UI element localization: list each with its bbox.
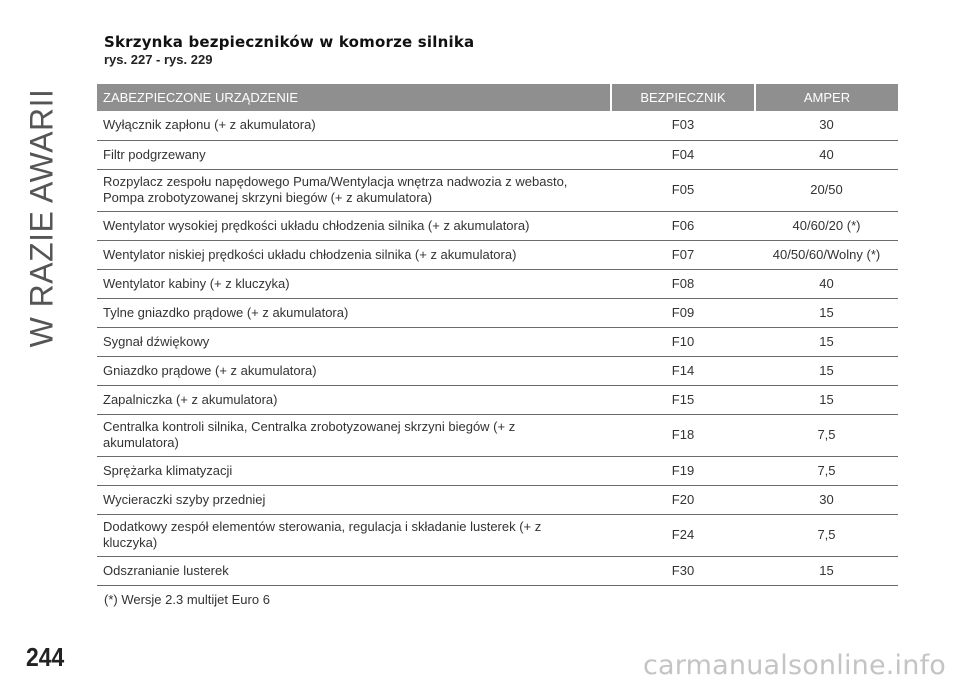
section-heading: Skrzynka bezpieczników w komorze silnika	[104, 33, 475, 51]
row-fuse: F20	[611, 485, 755, 514]
table-row	[97, 140, 898, 169]
header-amp: AMPER	[755, 84, 898, 111]
row-amp: 40	[755, 140, 898, 169]
row-amp: 15	[755, 298, 898, 327]
row-device: Sprężarka klimatyzacji	[97, 456, 611, 485]
row-device-line: akumulatora)	[103, 435, 179, 450]
table-row	[97, 269, 898, 298]
table-row	[97, 298, 898, 327]
row-device: Odszranianie lusterek	[97, 556, 611, 585]
row-amp: 20/50	[755, 169, 898, 211]
row-amp: 15	[755, 356, 898, 385]
row-fuse: F09	[611, 298, 755, 327]
row-fuse: F04	[611, 140, 755, 169]
table-row	[97, 327, 898, 356]
table-row	[97, 169, 898, 211]
row-fuse: F14	[611, 356, 755, 385]
section-side-label: W RAZIE AWARII	[23, 88, 60, 348]
row-device-line: Rozpylacz zespołu napędowego Puma/Wentylacja wnętrza nadwozia z webasto,	[103, 174, 568, 189]
row-amp: 7,5	[755, 414, 898, 456]
row-device: Wycieraczki szyby przedniej	[97, 485, 611, 514]
table-row	[97, 514, 898, 556]
row-fuse: F15	[611, 385, 755, 414]
row-amp: 30	[755, 485, 898, 514]
row-fuse: F06	[611, 211, 755, 240]
row-device: Gniazdko prądowe (+ z akumulatora)	[97, 356, 611, 385]
row-amp: 40/50/60/Wolny (*)	[755, 240, 898, 269]
row-fuse: F05	[611, 169, 755, 211]
row-device: Zapalniczka (+ z akumulatora)	[97, 385, 611, 414]
table-row	[97, 485, 898, 514]
row-fuse: F18	[611, 414, 755, 456]
row-fuse: F07	[611, 240, 755, 269]
row-fuse: F24	[611, 514, 755, 556]
row-amp: 15	[755, 385, 898, 414]
header-fuse: BEZPIECZNIK	[611, 84, 755, 111]
row-device: Wentylator wysokiej prędkości układu chłodzenia silnika (+ z akumulatora)	[97, 211, 611, 240]
row-device: Wentylator kabiny (+ z kluczyka)	[97, 269, 611, 298]
row-device: Wentylator niskiej prędkości układu chłodzenia silnika (+ z akumulatora)	[97, 240, 611, 269]
row-device	[97, 514, 611, 556]
row-device: Sygnał dźwiękowy	[97, 327, 611, 356]
row-fuse: F03	[611, 111, 755, 140]
table-row	[97, 240, 898, 269]
row-device	[97, 169, 611, 211]
footnote: (*) Wersje 2.3 multijet Euro 6	[104, 592, 270, 607]
table-header-row	[97, 84, 898, 111]
row-device-line: Pompa zrobotyzowanej skrzyni biegów (+ z akumulatora)	[103, 190, 433, 205]
row-fuse: F19	[611, 456, 755, 485]
row-device-line: kluczyka)	[103, 535, 158, 550]
row-amp: 40/60/20 (*)	[755, 211, 898, 240]
fuse-table	[97, 84, 898, 586]
row-device	[97, 414, 611, 456]
page-number: 244	[26, 642, 65, 672]
table-row	[97, 111, 898, 140]
row-fuse: F08	[611, 269, 755, 298]
row-amp: 15	[755, 556, 898, 585]
row-amp: 7,5	[755, 514, 898, 556]
table-row	[97, 556, 898, 585]
row-device: Filtr podgrzewany	[97, 140, 611, 169]
table-row	[97, 211, 898, 240]
table-row	[97, 456, 898, 485]
row-device-line: Centralka kontroli silnika, Centralka zrobotyzowanej skrzyni biegów (+ z	[103, 419, 516, 434]
row-device: Tylne gniazdko prądowe (+ z akumulatora)	[97, 298, 611, 327]
table-row	[97, 414, 898, 456]
row-fuse: F30	[611, 556, 755, 585]
table-row	[97, 356, 898, 385]
table-row	[97, 385, 898, 414]
row-amp: 7,5	[755, 456, 898, 485]
row-fuse: F10	[611, 327, 755, 356]
row-device-line: Dodatkowy zespół elementów sterowania, regulacja i składanie lusterek (+ z	[103, 519, 542, 534]
header-device: ZABEZPIECZONE URZĄDZENIE	[97, 84, 611, 111]
watermark: carmanualsonline.info	[643, 650, 946, 681]
row-amp: 30	[755, 111, 898, 140]
row-amp: 40	[755, 269, 898, 298]
row-amp: 15	[755, 327, 898, 356]
figure-reference: rys. 227 - rys. 229	[104, 52, 213, 67]
row-device: Wyłącznik zapłonu (+ z akumulatora)	[97, 111, 611, 140]
